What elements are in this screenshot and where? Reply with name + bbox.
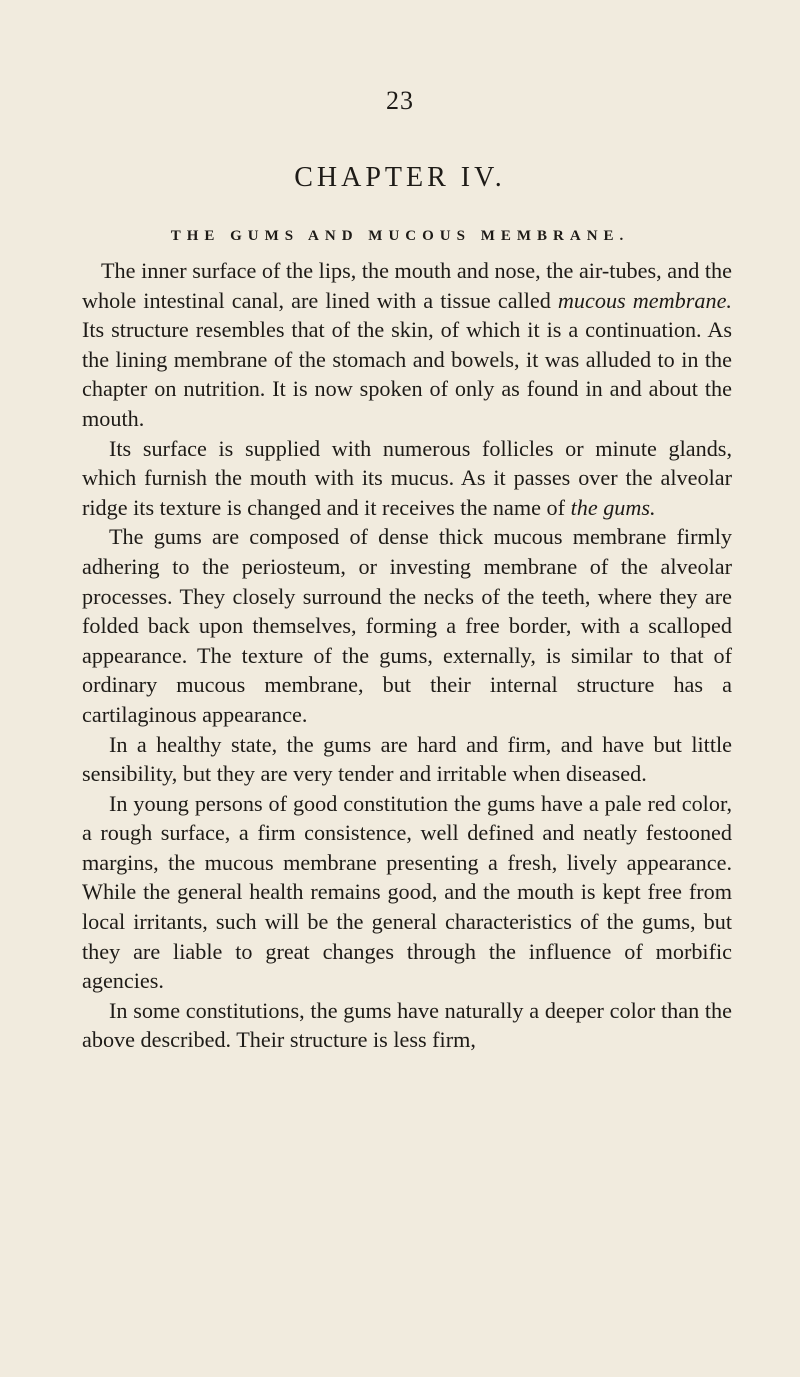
- page-number: 23: [386, 86, 414, 115]
- paragraph: In some constitutions, the gums have naturally a deeper color than the above described. Their structure is less firm,: [82, 997, 732, 1053]
- paragraph-text: The inner surface of the lips, the mouth and nose, the air-tubes, and the whole intestinal canal, are lined with a tissue called: [82, 258, 732, 313]
- paragraph-text: Its surface is supplied with numerous follicles or minute glands, which furnish the mouth with its mucus. As it passes over the alveolar ridge its texture is changed and it receives the name of: [82, 435, 732, 520]
- paragraph: In a healthy state, the gums are hard and firm, and have but little sensibility, but they are very tender and irritable when diseased.: [82, 731, 732, 787]
- italic-term: mucous membrane.: [557, 287, 732, 313]
- paragraph: The gums are composed of dense thick mucous membrane firmly adhering to the periosteum, or investing membrane of the alveolar processes. They closely surround the necks of the teeth, where they are folded back upon themselves, forming a free border, with a scalloped appearance. The texture of the gums, externally, is similar to that of ordinary mucous membrane, but their internal structure has a cartilaginous appearance.: [82, 524, 732, 727]
- italic-term: the gums.: [570, 494, 656, 520]
- paragraph-text: Its structure resembles that of the skin, of which it is a continuation. As the lining membrane of the stomach and bowels, it was alluded to in the chapter on nutrition. It is now spoken of only as found in and about the mouth.: [82, 317, 732, 431]
- body-text: [82, 256, 732, 1055]
- chapter-title: CHAPTER IV.: [294, 162, 506, 193]
- paragraph: [82, 256, 732, 434]
- paragraph: [82, 434, 732, 523]
- paragraph: In young persons of good constitution the gums have a pale red color, a rough surface, a firm consistence, well defined and neatly festooned margins, the mucous membrane presenting a fresh, lively appearance. While the general health remains good, and the mouth is kept free from local irritants, such will be the general characteristics of the gums, but they are liable to great changes through the influence of morbific agencies.: [82, 790, 732, 994]
- chapter-subtitle: THE GUMS AND MUCOUS MEMBRANE.: [170, 228, 630, 244]
